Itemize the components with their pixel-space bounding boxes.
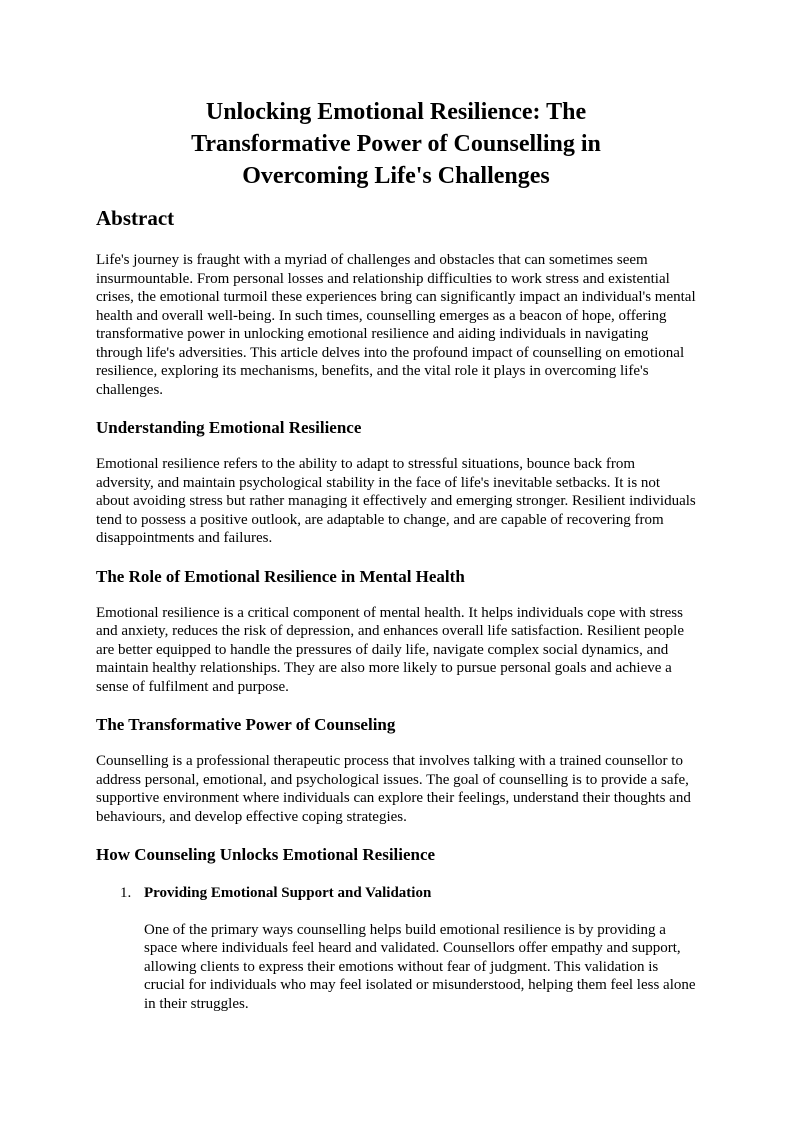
document-title: Unlocking Emotional Resilience: The Transformative Power of Counselling in Overcoming Life's Challenges (191, 99, 601, 189)
list-item-text: One of the primary ways counselling helps build emotional resilience is by providing a space where individuals feel heard and validated. Counsellors offer empathy and support, allowing clients to express their emotions without fear of judgment. This validation is crucial for individuals who may feel isolated or misunderstood, helping them feel less alone in their struggles. (144, 921, 696, 1012)
section-heading-role: The Role of Emotional Resilience in Mental Health (96, 566, 465, 586)
abstract-heading: Abstract (96, 206, 175, 230)
section-heading-how-counseling: How Counseling Unlocks Emotional Resilience (96, 845, 436, 864)
document-page (96, 96, 696, 1013)
list-item (96, 884, 696, 1013)
section-heading-transformative: The Transformative Power of Counseling (96, 715, 396, 734)
section-heading-understanding: Understanding Emotional Resilience (96, 418, 362, 437)
section-text-role: Emotional resilience is a critical component of mental health. It helps individuals cope with stress and anxiety, reduces the risk of depression, and enhances overall life satisfaction. Resilient people are better equipped to handle the pressures of daily life, navigate complex social dynamics, and maintain healthy relationships. They are also more likely to pursue personal goals and achieve a sense of fulfilment and purpose. (96, 604, 684, 695)
numbered-list (96, 884, 696, 1013)
section-text-understanding: Emotional resilience refers to the ability to adapt to stressful situations, bounce back from adversity, and maintain psychological stability in the face of life's inevitable setbacks. It is not about avoiding stress but rather managing it effectively and emerging stronger. Resilient individuals tend to possess a positive outlook, are adaptable to change, and are capable of recovering from disappointments and failures. (96, 456, 696, 546)
section-text-transformative: Counselling is a professional therapeutic process that involves talking with a trained counsellor to address personal, emotional, and psychological issues. The goal of counselling is to provide a safe, supportive environment where individuals can explore their feelings, understand their thoughts and behaviours, and develop effective coping strategies. (96, 753, 691, 825)
list-item-heading: Providing Emotional Support and Validation (144, 885, 432, 901)
list-item-number: 1. (120, 885, 132, 901)
abstract-text: Life's journey is fraught with a myriad of challenges and obstacles that can sometimes seem insurmountable. From personal losses and relationship difficulties to work stress and existential crises, the emotional turmoil these experiences bring can significantly impact an individual's mental health and overall well-being. In such times, counselling emerges as a beacon of hope, offering transformative power in unlocking emotional resilience and aiding individuals in navigating through life's adversities. This article delves into the profound impact of counselling on emotional resilience, exploring its mechanisms, benefits, and the vital role it plays in overcoming life's challenges. (96, 252, 696, 398)
